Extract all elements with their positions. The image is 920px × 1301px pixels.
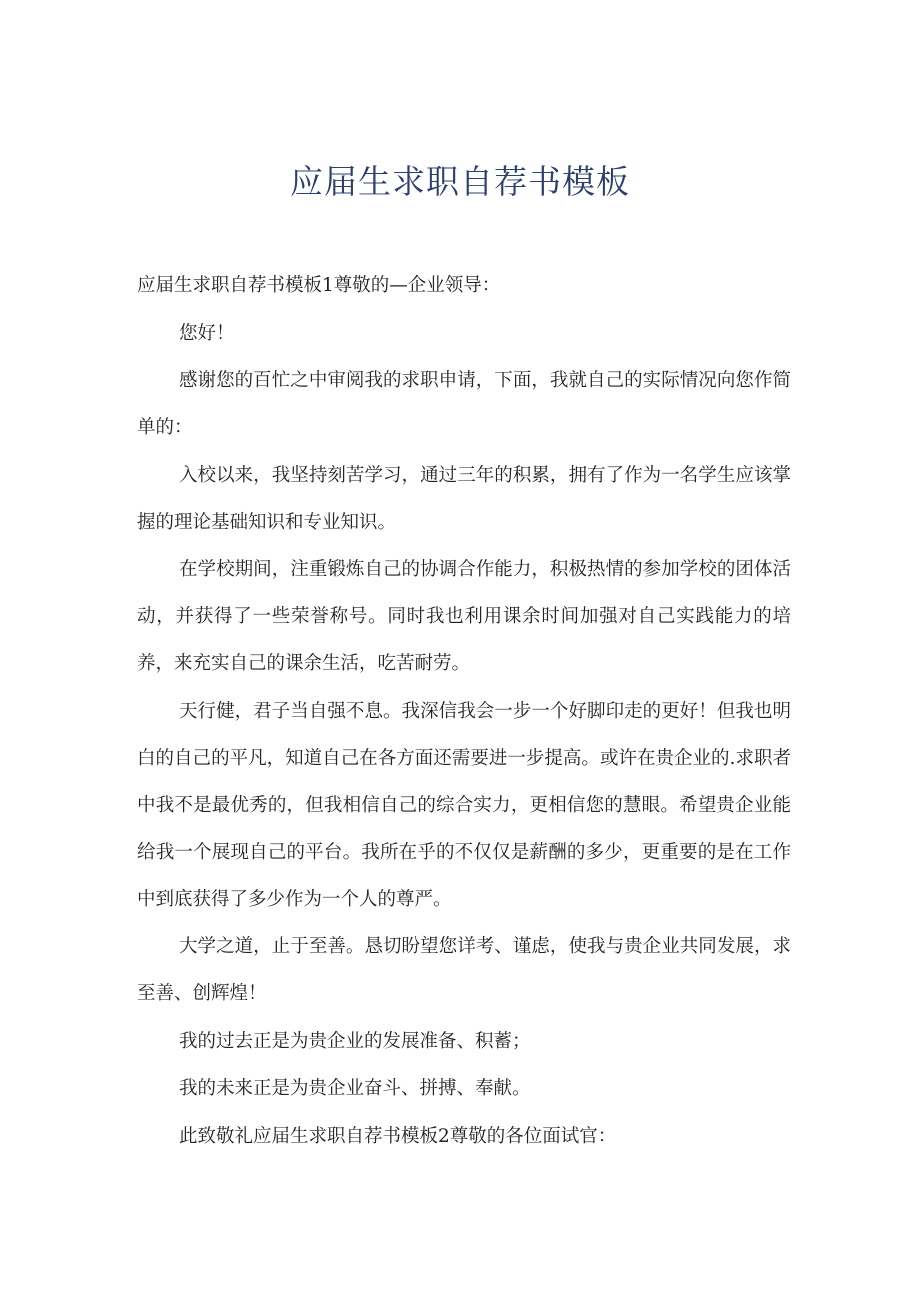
greeting-paragraph: 您好！: [179, 322, 235, 344]
page-title: 应届生求职自荐书模板: [290, 162, 630, 201]
future-paragraph: 我的未来正是为贵企业奋斗、拼搏、奉献。: [179, 1078, 531, 1099]
past-paragraph: 我的过去正是为贵企业的发展准备、积蓄；: [179, 1030, 531, 1052]
aspiration-paragraph: 大学之道，止于至善。恳切盼望您详考、谨虑，使我与贵企业共同发展，求至善、创辉煌！: [137, 936, 791, 1004]
salutation-paragraph: 应届生求职自荐书模板1尊敬的—企业领导：: [137, 275, 501, 296]
activities-paragraph: 在学校期间，注重锻炼自己的协调合作能力，积极热情的参加学校的团体活动，并获得了一些荣誉称号。同时我也利用课余时间加强对自己实践能力的培养，来充实自己的课余生活，吃苦耐劳。: [137, 559, 791, 674]
study-paragraph: 入校以来，我坚持刻苦学习，通过三年的积累，拥有了作为一名学生应该掌握的理论基础知识和专业知识。: [137, 464, 791, 533]
closing-paragraph: 此致敬礼应届生求职自荐书模板2尊敬的各位面试官：: [179, 1125, 617, 1147]
document-body: [137, 262, 791, 1160]
intro-paragraph: 感谢您的百忙之中审阅我的求职申请，下面，我就自己的实际情况向您作简单的：: [137, 370, 791, 438]
self-assessment-paragraph: 天行健，君子当自强不息。我深信我会一步一个好脚印走的更好！但我也明白的自己的平凡，知道自己在各方面还需要进一步提高。或许在贵企业的.求职者中我不是最优秀的，但我相信自己的综合实力，更相信您的慧眼。希望贵企业能给我一个展现自己的平台。我所在乎的不仅仅是薪酬的多少，更重要的是在工作中到底获得了多少作为一个人的尊严。: [137, 700, 791, 910]
